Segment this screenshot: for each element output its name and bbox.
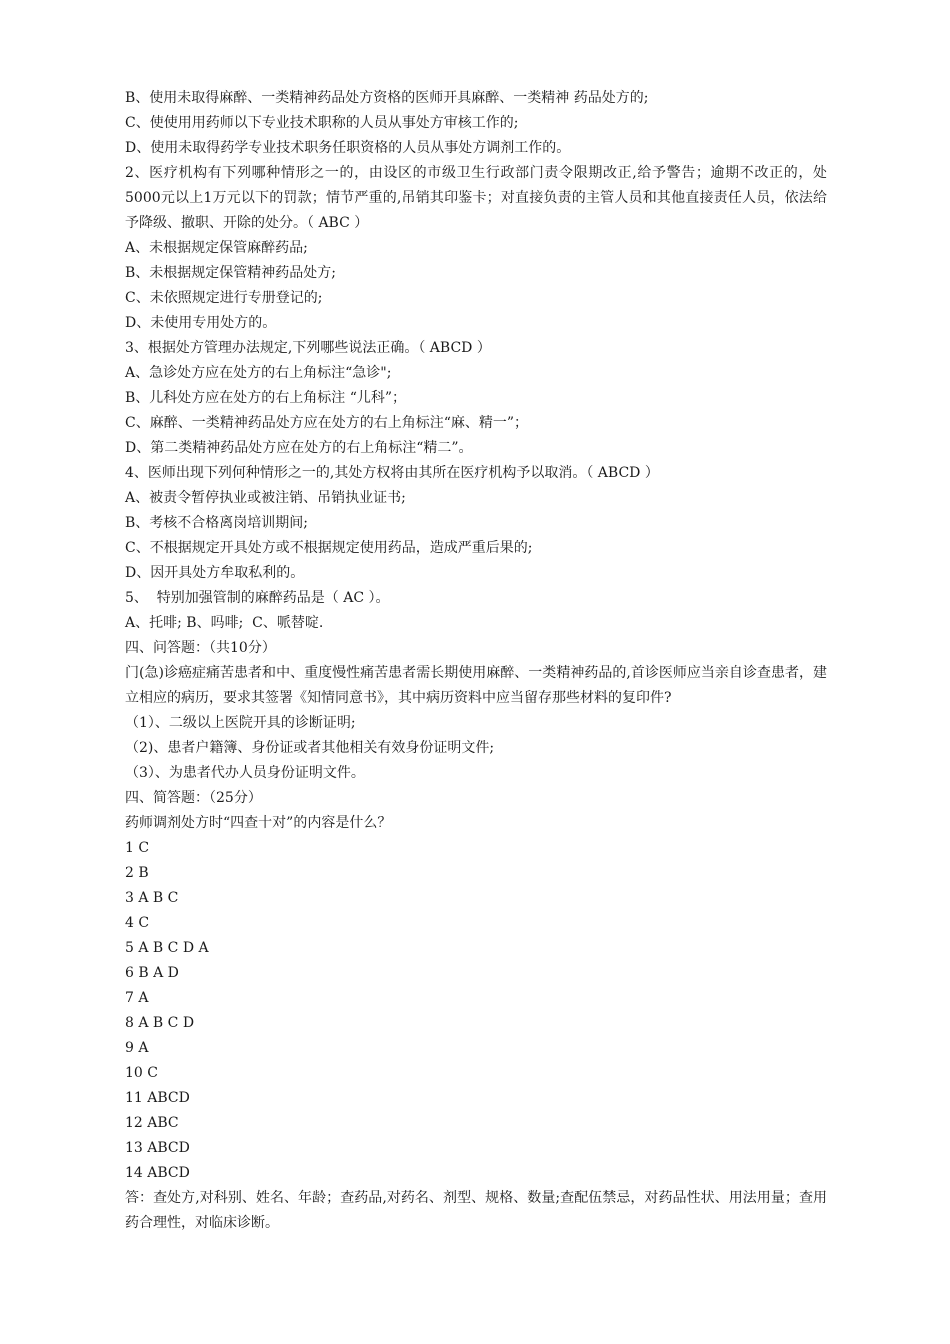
answer-key-item: 2 B (125, 865, 149, 881)
q3-option-b: B、儿科处方应在处方的右上角标注 “儿科”； (125, 390, 407, 406)
section-qa-answer-2: （2)、患者户籍簿、身份证或者其他相关有效身份证明文件; (125, 740, 495, 756)
q4-option-a: A、被责令暂停执业或被注销、吊销执业证书; (125, 490, 406, 506)
q2-stem: 2、医疗机构有下列哪种情形之一的，由设区的市级卫生行政部门责令限期改正,给予警告；逾期不改正的，处5000元以上1万元以下的罚款；情节严重的,吊销其印鉴卡；对直接负责的主管人员和其他直接责任人员，依法给予降级、撤职、开除的处分。（ ABC ） (125, 165, 827, 231)
q2-option-d: D、未使用专用处方的。 (125, 315, 277, 331)
answer-key-item: 14 ABCD (125, 1165, 190, 1181)
final-answer: 答：查处方,对科别、姓名、年龄；查药品,对药名、剂型、规格、数量;查配伍禁忌，对药品性状、用法用量；查用药合理性，对临床诊断。 (125, 1190, 827, 1231)
section-qa-answer-1: （1）、二级以上医院开具的诊断证明; (125, 715, 356, 731)
answer-key-item: 3 A B C (125, 890, 179, 906)
q4-option-c: C、不根据规定开具处方或不根据规定使用药品，造成严重后果的; (125, 540, 533, 556)
q4-stem: 4、医师出现下列何种情形之一的,其处方权将由其所在医疗机构予以取消。（ ABCD ） (125, 465, 659, 481)
answer-key-item: 11 ABCD (125, 1090, 190, 1106)
q5-stem: 5、 特别加强管制的麻醉药品是（ AC ）。 (125, 590, 390, 606)
q2-option-b: B、未根据规定保管精神药品处方; (125, 265, 337, 281)
answer-key-item: 4 C (125, 915, 150, 931)
q1-option-d: D、使用未取得药学专业技术职务任职资格的人员从事处方调剂工作的。 (125, 140, 571, 156)
q3-option-d: D、第二类精神药品处方应在处方的右上角标注“精二”。 (125, 440, 473, 456)
answer-key-item: 12 ABC (125, 1115, 179, 1131)
answer-key-item: 7 A (125, 990, 149, 1006)
answer-key-item: 8 A B C D (125, 1015, 195, 1031)
q3-option-a: A、急诊处方应在处方的右上角标注“急诊"; (125, 365, 392, 381)
q4-option-b: B、考核不合格离岗培训期间; (125, 515, 309, 531)
q4-option-d: D、因开具处方牟取私利的。 (125, 565, 305, 581)
section-qa-answer-3: （3）、为患者代办人员身份证明文件。 (125, 765, 365, 781)
section-qa-question: 门(急)诊癌症痛苦患者和中、重度慢性痛苦患者需长期使用麻醉、一类精神药品的,首诊医师应当亲自诊查患者，建立相应的病历，要求其签署《知情同意书》，其中病历资料中应当留存那些材料的复印件? (125, 665, 827, 706)
answer-key-item: 10 C (125, 1065, 158, 1081)
section-heading-short: 四、简答题：（25分） (125, 790, 262, 806)
answer-key-item: 5 A B C D A (125, 940, 209, 956)
q2-option-a: A、未根据规定保管麻醉药品; (125, 240, 308, 256)
document-page (125, 86, 827, 1236)
section-heading-qa: 四、问答题：（共10分） (125, 640, 276, 656)
q1-option-b: B、使用未取得麻醉、一类精神药品处方资格的医师开具麻醉、一类精神 药品处方的; (125, 90, 649, 106)
q3-option-c: C、麻醉、一类精神药品处方应在处方的右上角标注“麻、精一”； (125, 415, 529, 431)
section-short-question: 药师调剂处方时“四查十对”的内容是什么？ (125, 815, 392, 831)
answer-key-item: 13 ABCD (125, 1140, 190, 1156)
q3-stem: 3、根据处方管理办法规定,下列哪些说法正确。（ ABCD ） (125, 340, 491, 356)
answer-key-item: 1 C (125, 840, 150, 856)
q1-option-c: C、使使用用药师以下专业技术职称的人员从事处方审核工作的; (125, 115, 519, 131)
answer-key-item: 6 B A D (125, 965, 179, 981)
q5-options: A、托啡; B、吗啡; C、哌替啶. (125, 615, 324, 631)
answer-key-item: 9 A (125, 1040, 149, 1056)
answer-key-list (125, 836, 827, 1186)
q2-option-c: C、未依照规定进行专册登记的; (125, 290, 323, 306)
